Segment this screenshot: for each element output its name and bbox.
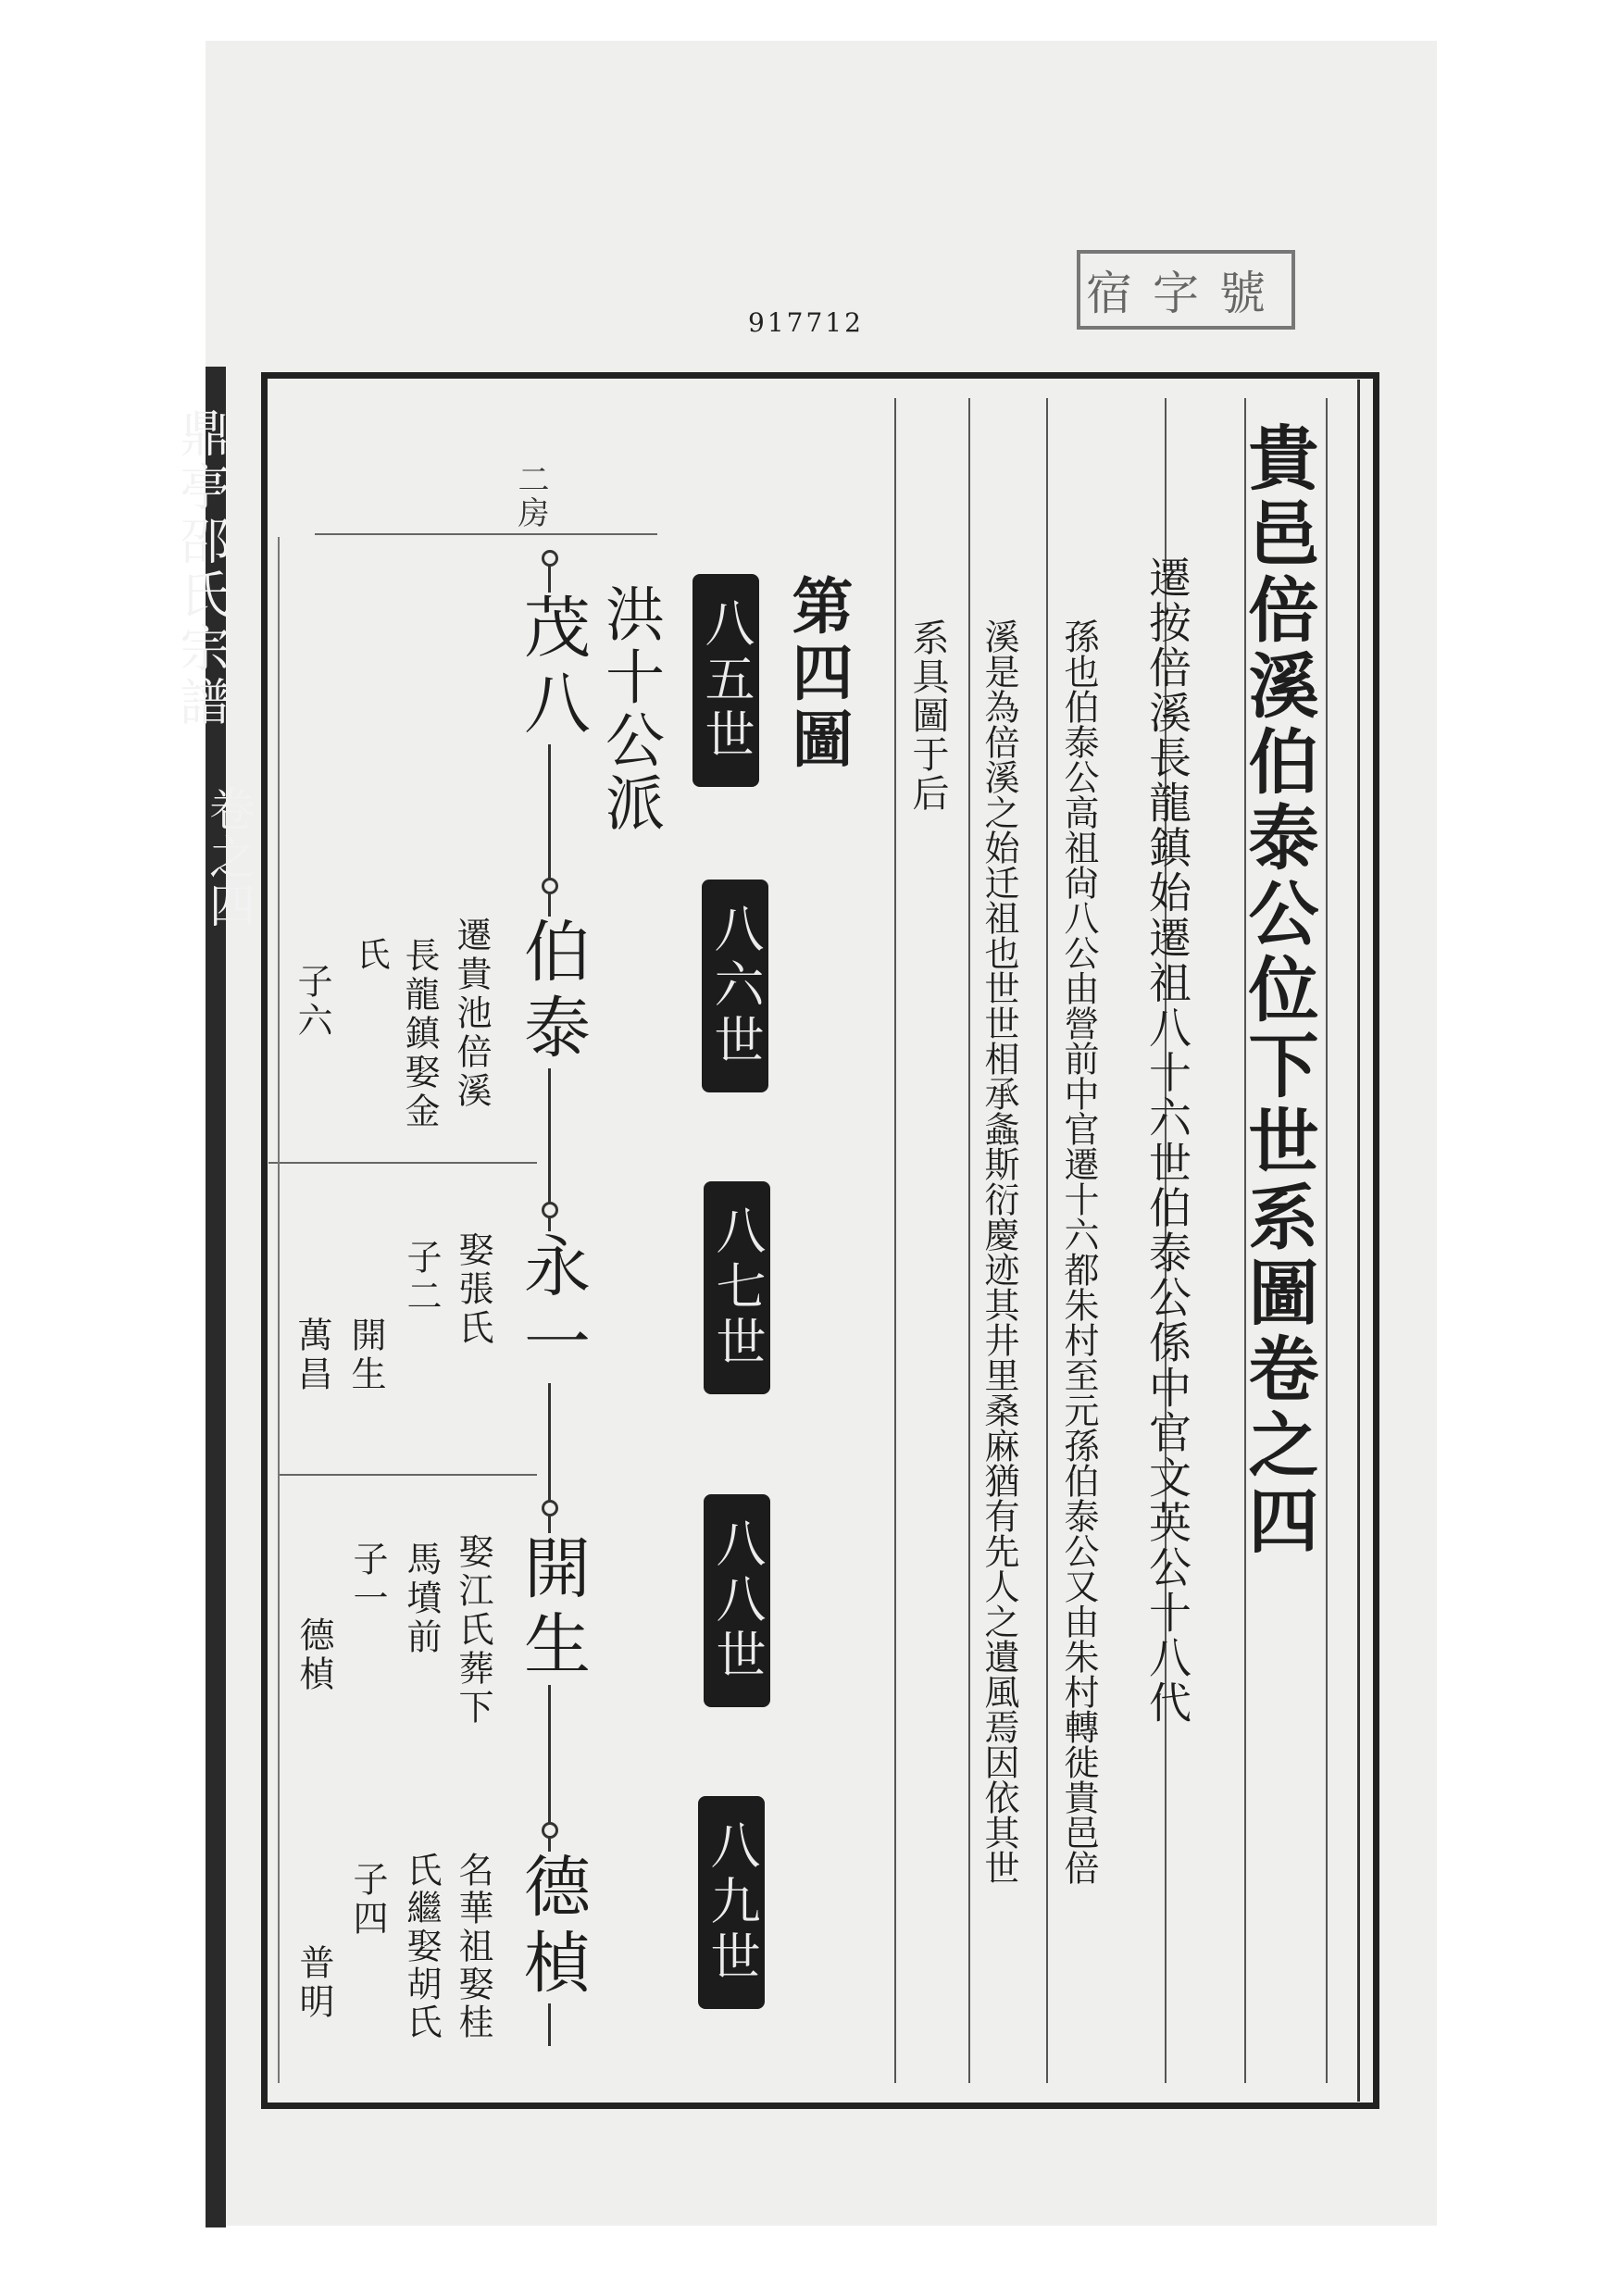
preface-line-3: 溪是為倍溪之始迁祖也世世相承螽斯衍慶迹其井里桑麻猶有先人之遺風焉因依其世 — [979, 618, 1019, 1885]
archive-number: 917712 — [748, 307, 864, 338]
collection-stamp: 宿字號 — [1077, 250, 1295, 330]
person-child: 普明 — [293, 1944, 334, 2022]
person-name: 永一 — [513, 1231, 591, 1383]
person-name: 開生 — [513, 1533, 591, 1685]
lineage-node — [542, 878, 558, 894]
house-label: 二房 — [512, 463, 549, 530]
person-name: 伯泰 — [513, 917, 591, 1068]
preface-line-1: 遷按倍溪長龍鎮始遷祖八十六世伯泰公係中官文英公十八代 — [1142, 555, 1192, 1726]
generation-badge: 八五世 — [692, 574, 759, 787]
section-divider — [268, 1162, 537, 1164]
person-note: 娶張氏 — [453, 1231, 493, 1348]
preface-line-2: 孫也伯泰公高祖尙八公由營前中官遷十六都朱村至元孫伯泰公又由朱村轉徙貴邑倍 — [1058, 618, 1099, 1885]
person-child: 德楨 — [293, 1616, 334, 1694]
notes-rule — [278, 537, 280, 2083]
section-divider — [278, 1474, 537, 1476]
person-note: 子一 — [347, 1541, 388, 1618]
person-name: 茂八 — [513, 593, 591, 744]
branch-name: 洪十公派 — [595, 583, 664, 835]
person-note: 子二 — [401, 1239, 442, 1316]
person-note: 氏繼娶胡氏 — [401, 1852, 442, 2041]
generation-badge: 八七世 — [704, 1181, 770, 1394]
generation-badge: 八六世 — [702, 880, 768, 1092]
person-child: 開生 — [345, 1316, 386, 1394]
person-note: 氏 — [352, 937, 390, 970]
person-name: 德楨 — [513, 1852, 591, 2003]
column-rule — [1046, 398, 1048, 2083]
lineage-node — [542, 550, 558, 567]
person-note: 名華祖娶桂 — [453, 1852, 493, 2041]
person-child: 萬昌 — [292, 1316, 332, 1394]
preface-line-4: 系具圖于后 — [906, 618, 949, 813]
frame-inner-line — [1357, 380, 1360, 2102]
spine-title: 鼎亭邵氏宗譜 — [172, 407, 231, 730]
person-note: 長龍鎮娶金 — [399, 937, 440, 1131]
column-rule — [1326, 398, 1328, 2083]
lineage-node — [542, 1500, 558, 1516]
lineage-node — [542, 1822, 558, 1839]
lineage-node — [542, 1202, 558, 1218]
generation-badge: 八八世 — [704, 1494, 770, 1707]
person-note: 馬墳前 — [401, 1541, 442, 1657]
person-sons: 子六 — [292, 963, 332, 1041]
spine-volume: 卷之四 — [202, 785, 256, 930]
page-title: 貴邑倍溪伯泰公位下世系圖卷之四 — [1237, 421, 1319, 1560]
person-note: 娶江氏葬下 — [453, 1533, 493, 1728]
chart-label: 第四圖 — [781, 574, 854, 774]
generation-badge: 八九世 — [698, 1796, 765, 2009]
section-divider — [315, 533, 657, 535]
column-rule — [968, 398, 970, 2083]
person-note: 子四 — [347, 1861, 388, 1939]
column-rule — [894, 398, 896, 2083]
person-note: 遷貴池倍溪 — [451, 917, 492, 1111]
